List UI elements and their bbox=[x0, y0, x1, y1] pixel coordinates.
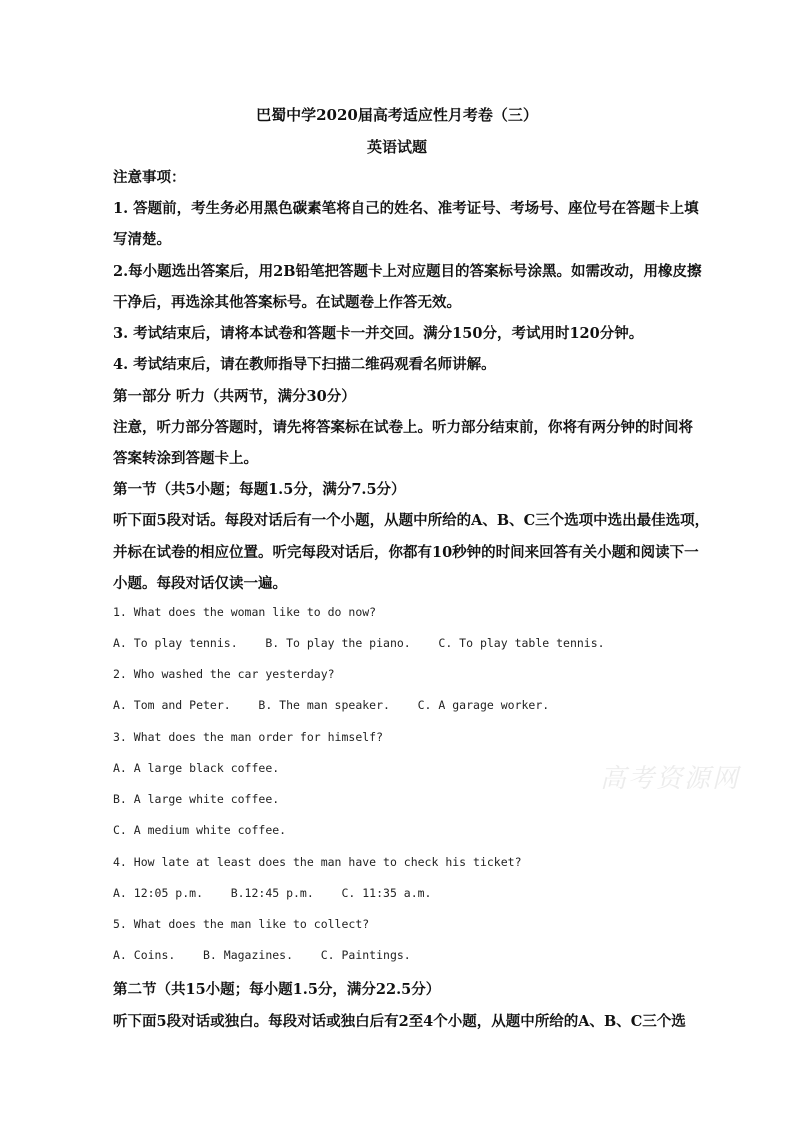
question-4: 4. How late at least does the man have to check his ticket? bbox=[113, 855, 522, 869]
watermark: 高考资源网 bbox=[600, 764, 741, 794]
question-3: 3. What does the man order for himself? bbox=[113, 730, 384, 744]
notes-line: 4. 考试结束后，请在教师指导下扫描二维码观看名师讲解。 bbox=[113, 356, 496, 373]
question-4-options: A. 12:05 p.m. B.12:45 p.m. C. 11:35 a.m. bbox=[113, 886, 432, 900]
question-5-options: A. Coins. B. Magazines. C. Paintings. bbox=[113, 948, 411, 962]
exam-subtitle: 英语试题 bbox=[366, 138, 427, 156]
part1-intro-line: 答案转涂到答题卡上。 bbox=[113, 450, 258, 467]
question-1: 1. What does the woman like to do now? bbox=[113, 605, 377, 619]
question-3-option-a: A. A large black coffee. bbox=[113, 761, 280, 775]
section1-instruction-line: 并标在试卷的相应位置。听完每段对话后，你都有10秒钟的时间来回答有关小题和阅读下一 bbox=[113, 544, 699, 561]
part1-intro-line: 注意，听力部分答题时，请先将答案标在试卷上。听力部分结束前，你将有两分钟的时间将 bbox=[113, 419, 693, 436]
question-2-options: A. Tom and Peter. B. The man speaker. C. A garage worker. bbox=[113, 698, 550, 712]
notes-line: 1. 答题前，考生务必用黑色碳素笔将自己的姓名、准考证号、考场号、座位号在答题卡上填 bbox=[113, 200, 699, 217]
question-5: 5. What does the man like to collect? bbox=[113, 917, 370, 931]
notes-line: 2.每小题选出答案后，用2B铅笔把答题卡上对应题目的答案标号涂黑。如需改动，用橡皮擦 bbox=[113, 263, 702, 280]
part1-heading: 第一部分 听力（共两节，满分30分） bbox=[113, 388, 356, 405]
question-2: 2. Who washed the car yesterday? bbox=[113, 667, 335, 681]
question-3-option-c: C. A medium white coffee. bbox=[113, 823, 287, 837]
question-1-options: A. To play tennis. B. To play the piano. C. To play table tennis. bbox=[113, 636, 605, 650]
notes-line: 写清楚。 bbox=[113, 231, 171, 248]
notes-line: 3. 考试结束后，请将本试卷和答题卡一并交回。满分150分，考试用时120分钟。 bbox=[113, 325, 644, 342]
section2-heading: 第二节（共15小题；每小题1.5分，满分22.5分） bbox=[113, 981, 441, 998]
section1-instruction-line: 听下面5段对话。每段对话后有一个小题，从题中所给的A、B、C三个选项中选出最佳选项， bbox=[113, 512, 710, 529]
section1-heading: 第一节（共5小题；每题1.5分，满分7.5分） bbox=[113, 481, 406, 498]
question-3-option-b: B. A large white coffee. bbox=[113, 792, 280, 806]
exam-title: 巴蜀中学2020届高考适应性月考卷（三） bbox=[256, 106, 538, 124]
section2-instruction-line: 听下面5段对话或独白。每段对话或独白后有2至4个小题，从题中所给的A、B、C三个选 bbox=[113, 1013, 686, 1030]
notes-heading: 注意事项： bbox=[113, 169, 186, 186]
notes-line: 干净后，再选涂其他答案标号。在试题卷上作答无效。 bbox=[113, 294, 461, 311]
section1-instruction-line: 小题。每段对话仅读一遍。 bbox=[113, 575, 287, 592]
